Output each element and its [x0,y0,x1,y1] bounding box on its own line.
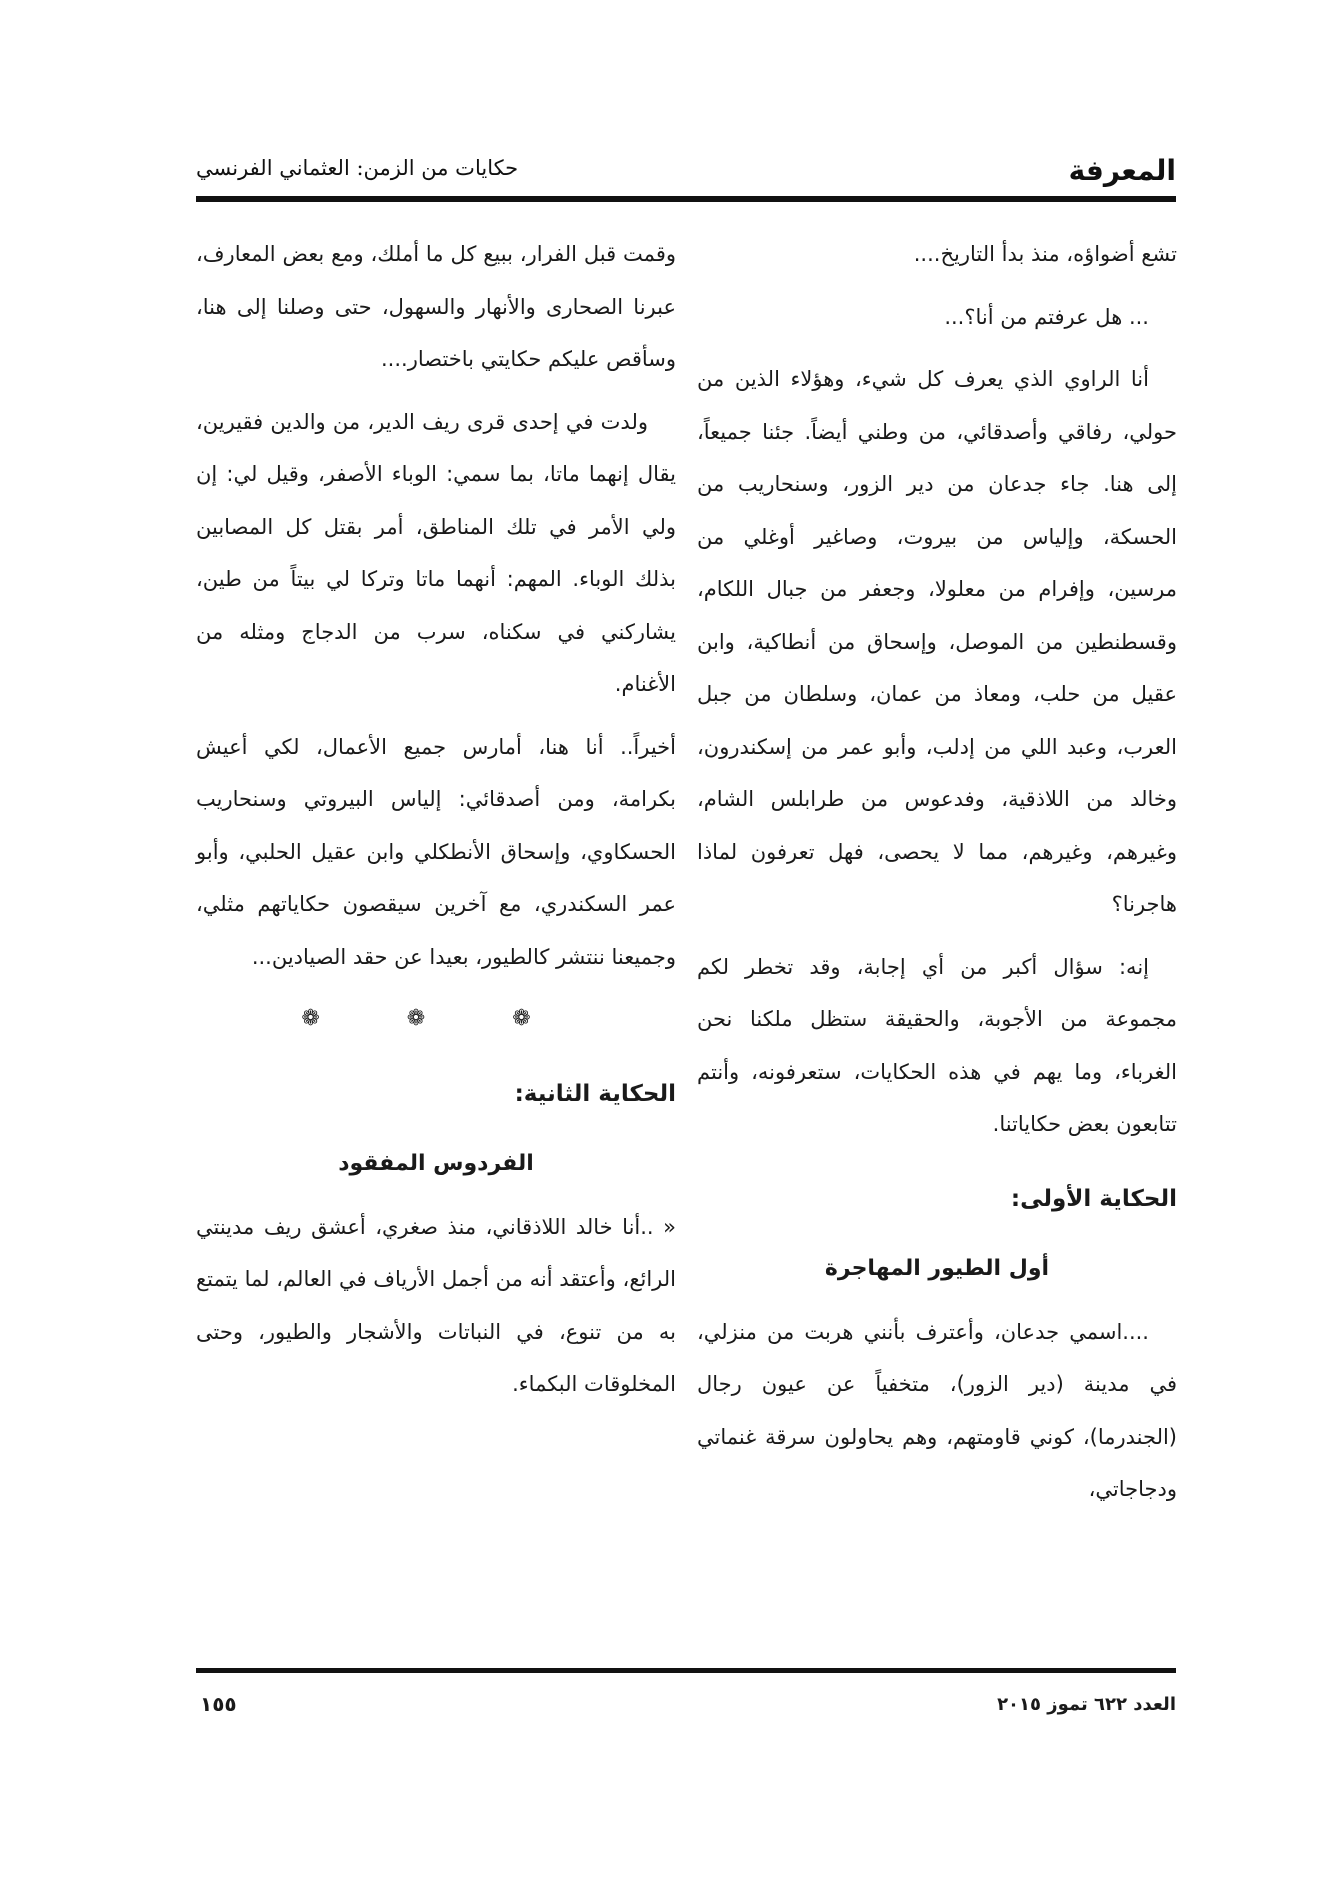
paragraph: ... هل عرفتم من أنا؟... [944,304,1149,329]
paragraph: أنا الراوي الذي يعرف كل شيء، وهؤلاء الذين من حولي، رفاقي وأصدقائي، من وطني أيضاً. جئنا جميعاً، إلى هنا. جاء جدعان من دير الزور، وسنحاريب من الحسكة، وإلياس من بيروت، وصاغير أوغلي من مرسين، وإفرام من معلولا، وجعفر من جبال اللكام، وقسطنطين من الموصل، وإسحاق من أنطاكية، وابن عقيل من حلب، ومعاذ من عمان، وسلطان من جبل العرب، وعبد اللي من إدلب، وأبو عمر من إسكندرون، وخالد من اللاذقية، وفدعوس من طرابلس الشام، وغيرهم، وغيرهم، مما لا يحصى، فهل تعرفون لماذا هاجرنا؟ [697,367,1177,916]
section-divider-stars: ❁ ❁ ❁ [301,1006,571,1031]
story-title: الفردوس المفقود [338,1151,534,1176]
paragraph: وقمت قبل الفرار، ببيع كل ما أملك، ومع بعض المعارف، عبرنا الصحارى والأنهار والسهول، حتى وصلنا إلى هنا، وسأقص عليكم حكايتي باختصار.... [196,242,676,371]
paragraph: أخيراً.. أنا هنا، أمارس جميع الأعمال، لكي أعيش بكرامة، ومن أصدقائي: إلياس البيروتي وسنحاريب الحسكاوي، وإسحاق الأنطكلي وابن عقيل الحلبي، وأبو عمر السكندري، مع آخرين سيقصون حكاياتهم مثلي، وجميعنا ننتشر كالطيور، بعيدا عن حقد الصيادين... [196,734,676,969]
page-header [196,148,1176,198]
left-column [196,228,676,1421]
page-number: ١٥٥ [200,1692,237,1716]
paragraph: ولدت في إحدى قرى ريف الدير، من والدين فقيرين، يقال إنهما ماتا، بما سمي: الوباء الأصفر، وقيل لي: إن ولي الأمر في تلك المناطق، أمر بقتل كل المصابين بذلك الوباء. المهم: أنهما ماتا وتركا لي بيتاً من طين، يشاركني في سكناه، سرب من الدجاج ومثله من الأغنام. [196,409,676,696]
header-rule [196,196,1176,202]
magazine-logo: المعرفة [1068,154,1176,187]
paragraph: إنه: سؤال أكبر من أي إجابة، وقد تخطر لكم مجموعة من الأجوبة، والحقيقة ستظل ملكنا نحن الغرباء، وما يهم في هذه الحكايات، ستعرفونه، وأنتم تتابعون بعض حكاياتنا. [697,954,1177,1136]
right-column [697,228,1177,1526]
footer-rule [196,1668,1176,1673]
section-heading: الحكاية الأولى: [1010,1185,1177,1212]
issue-info: العدد ٦٢٢ تموز ٢٠١٥ [997,1694,1176,1715]
running-title: حكايات من الزمن: العثماني الفرنسي [196,156,519,180]
paragraph: ....اسمي جدعان، وأعترف بأنني هربت من منزلي، في مدينة (دير الزور)، متخفياً عن عيون رجال (الجندرما)، كوني قاومتهم، وهم يحاولون سرقة غنماتي ودجاجاتي، [697,1319,1177,1501]
paragraph: تشع أضواؤه، منذ بدأ التاريخ.... [913,242,1177,266]
section-heading: الحكاية الثانية: [514,1080,676,1107]
story-title: أول الطيور المهاجرة [824,1256,1050,1281]
paragraph: « ..أنا خالد اللاذقاني، منذ صغري، أعشق ريف مدينتي الرائع، وأعتقد أنه من أجمل الأرياف في العالم، لما يتمتع به من تنوع، في النباتات والأشجار والطيور، وحتى المخلوقات البكماء. [196,1214,676,1396]
page-footer [196,1692,1176,1732]
